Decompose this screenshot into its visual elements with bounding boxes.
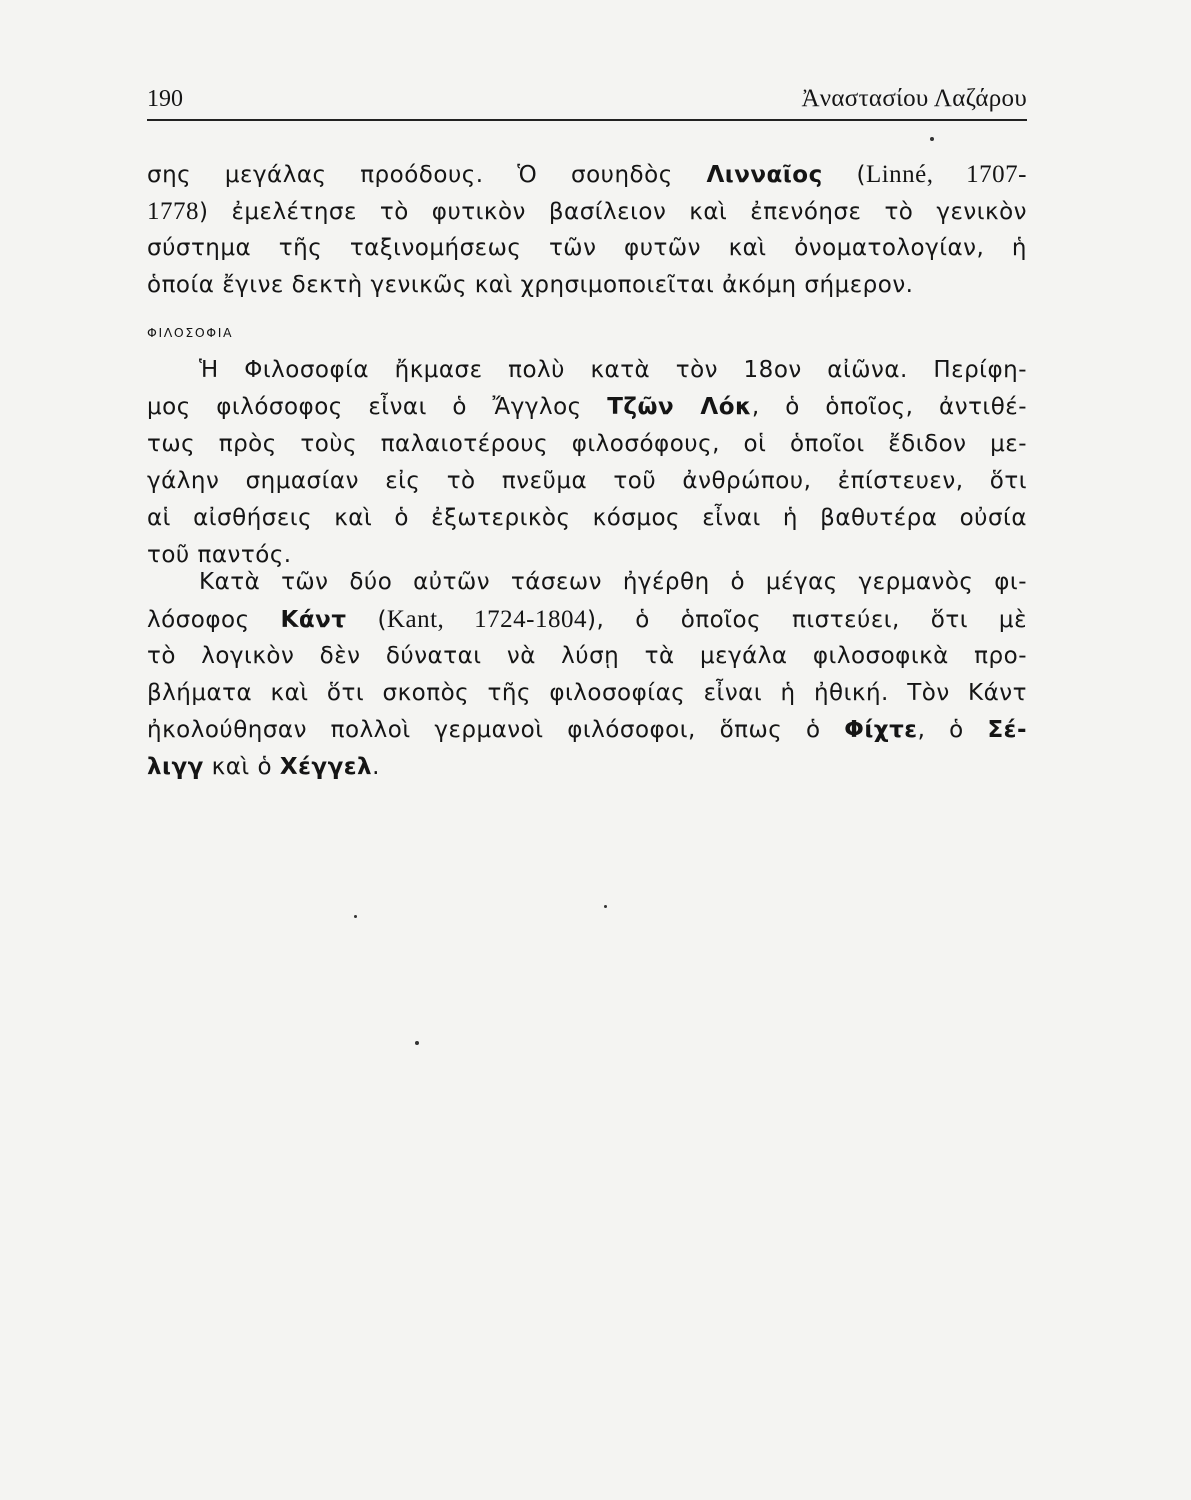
text-run: ( xyxy=(346,607,387,633)
text-run: τοῦ παντός. xyxy=(147,542,292,568)
text-run: , ὁ xyxy=(917,717,988,743)
text-run: 1778 xyxy=(147,198,199,225)
text-line xyxy=(147,193,1027,230)
text-line xyxy=(147,389,1027,426)
text-run: τὸ λογικὸν δὲν δύναται νὰ λύσῃ τὰ μεγάλα φιλοσοφικὰ προ- xyxy=(147,643,1027,669)
text-run: ὁποία ἔγινε δεκτὴ γενικῶς καὶ χρησιμοποιεῖται ἀκόμη σήμερον. xyxy=(147,272,914,298)
text-line xyxy=(147,749,1027,786)
bold-name: Λινναῖος xyxy=(706,162,823,188)
text-run: Ἡ Φιλοσοφία ἤκμασε πολὺ κατὰ τὸν 18ον αἰῶνα. Περίφη- xyxy=(199,357,1027,383)
text-line xyxy=(147,675,1027,712)
text-run: ), ὁ ὁποῖος πιστεύει, ὅτι μὲ xyxy=(586,607,1028,633)
bold-name: Κάντ xyxy=(280,607,347,633)
text-line xyxy=(147,156,1027,193)
text-line xyxy=(147,230,1027,267)
running-head-author: Ἀναστασίου Λαζάρου xyxy=(801,85,1027,112)
text-run: ἠκολούθησαν πολλοὶ γερμανοὶ φιλόσοφοι, ὅπως ὁ xyxy=(147,717,845,743)
text-line xyxy=(147,712,1027,749)
text-line xyxy=(147,267,1027,304)
bold-name: λιγγ xyxy=(147,754,204,780)
text-line xyxy=(147,500,1027,537)
text-run: Κατὰ τῶν δύο αὐτῶν τάσεων ἠγέρθη ὁ μέγας γερμανὸς φι- xyxy=(199,569,1027,595)
header-rule xyxy=(147,119,1027,121)
bold-name: Φίχτε xyxy=(844,717,918,743)
text-run: ( xyxy=(822,162,866,188)
text-run: . xyxy=(372,754,380,780)
bold-name: Σέ- xyxy=(987,717,1027,743)
bold-name: Τζῶν Λόκ xyxy=(607,394,752,420)
text-run: , ὁ ὁποῖος, ἀντιθέ- xyxy=(751,394,1027,420)
text-run: Linné, 1707- xyxy=(865,161,1027,188)
text-line xyxy=(147,352,1027,389)
text-line xyxy=(147,601,1027,638)
scan-speck xyxy=(354,915,357,918)
text-run: γάλην σημασίαν εἰς τὸ πνεῦμα τοῦ ἀνθρώπου, ἐπίστευεν, ὅτι xyxy=(147,468,1027,494)
text-run: σης μεγάλας προόδους. Ὁ σουηδὸς xyxy=(147,162,707,188)
scan-speck xyxy=(604,905,607,908)
text-line xyxy=(147,463,1027,500)
scan-speck xyxy=(930,137,934,141)
text-line xyxy=(147,564,1027,601)
paragraph-linnaeus xyxy=(147,156,1027,304)
text-line xyxy=(147,426,1027,463)
scan-speck xyxy=(415,1041,419,1045)
text-run: αἱ αἰσθήσεις καὶ ὁ ἐξωτερικὸς κόσμος εἶναι ἡ βαθυτέρα οὐσία xyxy=(147,505,1027,531)
text-run: βλήματα καὶ ὅτι σκοπὸς τῆς φιλοσοφίας εἶναι ἡ ἠθική. Τὸν Κάντ xyxy=(147,680,1027,706)
bold-name: Χέγγελ xyxy=(279,754,373,780)
text-line xyxy=(147,638,1027,675)
text-run: σύστημα τῆς ταξινομήσεως τῶν φυτῶν καὶ ὀνοματολογίαν, ἡ xyxy=(147,235,1027,261)
page-number: 190 xyxy=(147,86,183,112)
text-run: μος φιλόσοφος εἶναι ὁ Ἄγγλος xyxy=(147,394,608,420)
text-run: τως πρὸς τοὺς παλαιοτέρους φιλοσόφους, οἱ ὁποῖοι ἔδιδον με- xyxy=(147,431,1027,457)
text-run: Kant, 1724-1804 xyxy=(386,606,587,633)
text-run: ) ἐμελέτησε τὸ φυτικὸν βασίλειον καὶ ἐπενόησε τὸ γενικὸν xyxy=(199,199,1027,225)
section-heading-philosophy: ΦΙΛΟΣΟΦΙΑ xyxy=(147,325,234,340)
page-header xyxy=(147,84,1027,116)
text-run: λόσοφος xyxy=(147,607,281,633)
paragraph-locke xyxy=(147,352,1027,574)
paragraph-kant xyxy=(147,564,1027,786)
text-run: καὶ ὁ xyxy=(203,754,280,780)
